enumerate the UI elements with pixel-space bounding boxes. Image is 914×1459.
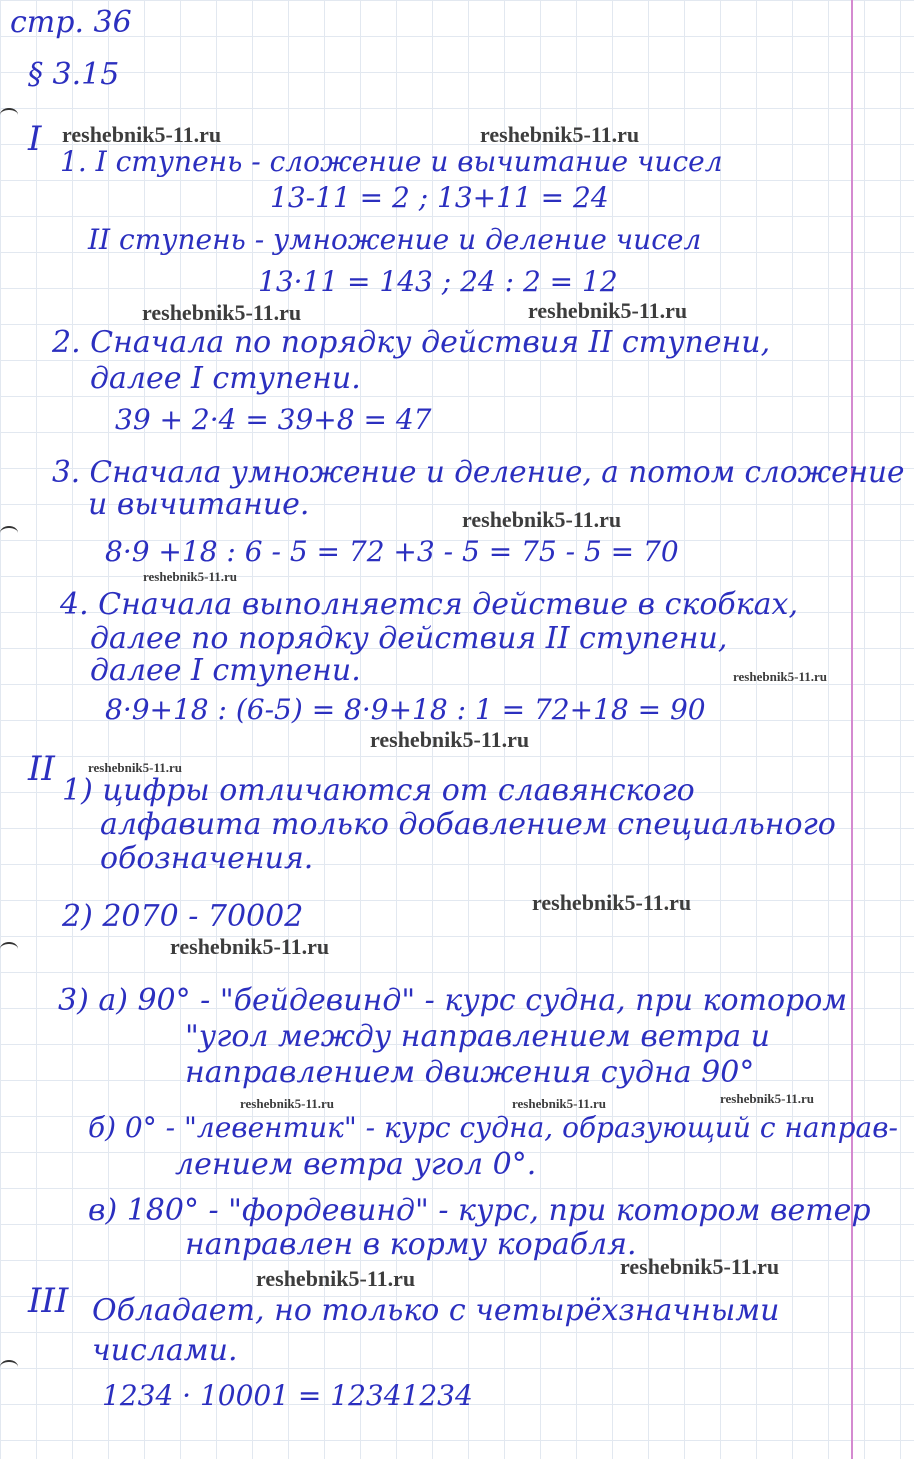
watermark: reshebnik5-11.ru [142, 300, 302, 325]
watermark: reshebnik5-11.ru [620, 1254, 780, 1279]
watermark: reshebnik5-11.ru [240, 1096, 335, 1111]
ii-a3a-line3: направлением движения судна 90° [185, 1055, 755, 1090]
iii-line2: числами. [92, 1333, 238, 1368]
watermark: reshebnik5-11.ru [480, 122, 640, 147]
watermark: reshebnik5-11.ru [720, 1091, 815, 1106]
ii-a1-line3: обозначения. [100, 841, 314, 876]
i-q4-line3: далее I ступени. [90, 653, 361, 688]
ii-a3a-line2: "угол между направлением ветра и [185, 1019, 770, 1054]
i-q3-line3: 8·9 +18 : 6 - 5 = 72 +3 - 5 = 75 - 5 = 70 [105, 535, 679, 568]
margin-line [851, 0, 853, 1459]
watermark: reshebnik5-11.ru [370, 727, 530, 752]
section-marker-iii: III [28, 1281, 69, 1321]
iii-line3: 1234 · 10001 = 12341234 [102, 1379, 473, 1412]
i-q1-line4: 13·11 = 143 ; 24 : 2 = 12 [258, 265, 618, 298]
watermark: reshebnik5-11.ru [532, 890, 692, 915]
i-q3-line2: и вычитание. [88, 487, 310, 522]
watermark: reshebnik5-11.ru [88, 760, 183, 775]
punch-mark [0, 942, 18, 956]
watermark: reshebnik5-11.ru [256, 1266, 416, 1291]
i-q1-line1: 1. I ступень - сложение и вычитание чисел [60, 145, 723, 178]
watermark: reshebnik5-11.ru [528, 298, 688, 323]
watermark: reshebnik5-11.ru [143, 569, 238, 584]
i-q3-line1: 3. Сначала умножение и деление, а потом сложение [52, 455, 905, 489]
section-ref: § 3.15 [28, 57, 120, 92]
section-marker-ii: II [28, 749, 55, 789]
page-ref: стр. 36 [10, 5, 132, 40]
i-q4-line4: 8·9+18 : (6-5) = 8·9+18 : 1 = 72+18 = 90 [105, 693, 706, 726]
ii-a1-line1: 1) цифры отличаются от славянского [62, 773, 695, 808]
i-q2-line3: 39 + 2·4 = 39+8 = 47 [115, 403, 432, 436]
punch-mark [0, 526, 18, 540]
punch-mark [0, 108, 18, 122]
watermark: reshebnik5-11.ru [733, 669, 828, 684]
watermark: reshebnik5-11.ru [170, 934, 330, 959]
i-q1-line2: 13-11 = 2 ; 13+11 = 24 [270, 181, 609, 214]
section-marker-i: I [28, 119, 42, 159]
ii-a3b-line2: лением ветра угол 0°. [175, 1147, 537, 1182]
watermark: reshebnik5-11.ru [62, 122, 222, 147]
i-q4-line1: 4. Сначала выполняется действие в скобках, [60, 587, 798, 622]
ii-a3b-line1: б) 0° - "левентик" - курс судна, образующий с направ- [88, 1111, 898, 1144]
ii-a3c-line2: направлен в корму корабля. [185, 1227, 637, 1262]
i-q4-line2: далее по порядку действия II ступени, [90, 621, 728, 656]
watermark: reshebnik5-11.ru [462, 507, 622, 532]
iii-line1: Обладает, но только с четырёхзначными [92, 1293, 780, 1328]
ii-a2: 2) 2070 - 70002 [62, 899, 304, 934]
i-q2-line1: 2. Сначала по порядку действия II ступени, [52, 325, 771, 360]
ii-a3a-line1: 3) а) 90° - "бейдевинд" - курс судна, при котором [58, 983, 848, 1018]
watermark: reshebnik5-11.ru [512, 1096, 607, 1111]
ii-a1-line2: алфавита только добавлением специального [100, 807, 836, 842]
punch-mark [0, 1360, 18, 1374]
ii-a3c-line1: в) 180° - "фордевинд" - курс, при котором ветер [88, 1193, 871, 1228]
i-q1-line3: II ступень - умножение и деление чисел [88, 223, 702, 256]
i-q2-line2: далее I ступени. [90, 361, 361, 396]
